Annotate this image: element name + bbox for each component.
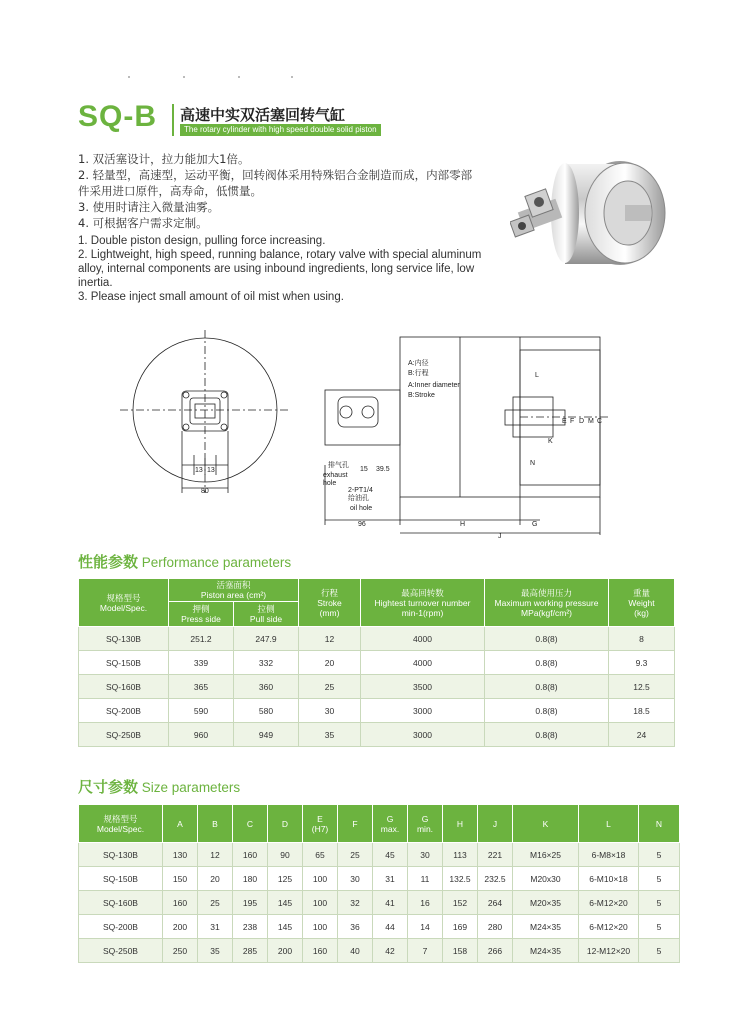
table-row (79, 699, 675, 723)
feature-en-2-cont2: inertia. (78, 277, 113, 289)
table-cell: 0.8(8) (485, 723, 609, 747)
col-j: J (478, 805, 513, 843)
col-press-side: 押侧 Press side (169, 602, 234, 627)
table-cell: 3000 (361, 699, 485, 723)
label-exhaust-hole: hole (323, 480, 337, 487)
table-cell: 152 (443, 891, 478, 915)
table-cell: 0.8(8) (485, 627, 609, 651)
table-cell: 100 (303, 891, 338, 915)
dim-c: C (597, 418, 603, 425)
table-cell: 949 (234, 723, 299, 747)
table-cell: 5 (639, 915, 680, 939)
label-oil-spec: 2-PT1/4 (348, 487, 373, 494)
feature-en-2: 2. Lightweight, high speed, running balance, rotary valve with special aluminum (78, 249, 482, 261)
label-inner-diameter-en: A:Inner diameter (408, 382, 460, 389)
title-divider (172, 104, 174, 136)
label-stroke-en: B:Stroke (408, 392, 435, 399)
col-max-pressure: 最高使用压力 Maximum working pressure MPa(kgf/cm²) (485, 579, 609, 627)
table-cell: 160 (303, 939, 338, 963)
dim-13-b: 13 (207, 467, 215, 474)
performance-table (78, 578, 675, 747)
table-cell: 14 (408, 915, 443, 939)
table-cell: SQ-250B (79, 939, 163, 963)
table-cell: 90 (268, 843, 303, 867)
table-cell: 12.5 (609, 675, 675, 699)
table-cell: 145 (268, 891, 303, 915)
table-cell: 40 (338, 939, 373, 963)
decor-dot (183, 76, 185, 78)
table-cell: 100 (303, 915, 338, 939)
table-cell: 158 (443, 939, 478, 963)
table-cell: SQ-200B (79, 915, 163, 939)
table-cell: 0.8(8) (485, 675, 609, 699)
dim-f: F (570, 418, 575, 425)
performance-heading (78, 551, 291, 572)
label-oil-en: oil hole (350, 505, 373, 512)
table-cell: 5 (639, 939, 680, 963)
label-stroke-cn: B:行程 (408, 370, 429, 377)
table-cell: SQ-200B (79, 699, 169, 723)
table-cell: 31 (198, 915, 233, 939)
table-cell: 160 (233, 843, 268, 867)
col-d: D (268, 805, 303, 843)
table-cell: 580 (234, 699, 299, 723)
table-cell: 0.8(8) (485, 651, 609, 675)
col-c: C (233, 805, 268, 843)
table-cell: 125 (268, 867, 303, 891)
label-exhaust-cn: 排气孔 (328, 461, 349, 469)
table-cell: 6-M12×20 (579, 915, 639, 939)
feature-cn-3: 3. 使用时请注入微量油雾。 (78, 200, 220, 214)
product-photo (510, 150, 680, 275)
table-cell: SQ-130B (79, 843, 163, 867)
page-title-cn: 高速中实双活塞回转气缸 (180, 106, 346, 124)
col-g-min: G min. (408, 805, 443, 843)
table-cell: 30 (408, 843, 443, 867)
col-e: E (H7) (303, 805, 338, 843)
table-cell: 6-M12×20 (579, 891, 639, 915)
dim-96: 96 (358, 521, 366, 528)
table-cell: 250 (163, 939, 198, 963)
table-cell: SQ-160B (79, 891, 163, 915)
table-cell: 264 (478, 891, 513, 915)
table-cell: 280 (478, 915, 513, 939)
table-row (79, 915, 680, 939)
col-max-speed: 最高回转数 Hightest turnover number min-1(rpm) (361, 579, 485, 627)
table-cell: 130 (163, 843, 198, 867)
table-cell: M16×25 (513, 843, 579, 867)
feature-en-1: 1. Double piston design, pulling force increasing. (78, 235, 326, 247)
feature-cn-2-cont: 件采用进口原件，高寿命，低惯量。 (78, 184, 262, 198)
col-g-max: G max. (373, 805, 408, 843)
table-row (79, 675, 675, 699)
table-cell: 5 (639, 891, 680, 915)
table-cell: 232.5 (478, 867, 513, 891)
table-cell: 65 (303, 843, 338, 867)
table-cell: 150 (163, 867, 198, 891)
dim-d: D (579, 418, 585, 425)
table-cell: M20×35 (513, 891, 579, 915)
table-cell: 24 (609, 723, 675, 747)
table-cell: 35 (198, 939, 233, 963)
table-cell: 339 (169, 651, 234, 675)
table-cell: 0.8(8) (485, 699, 609, 723)
page-title-en: The rotary cylinder with high speed double solid piston (180, 124, 381, 136)
table-row (79, 723, 675, 747)
table-cell: 590 (169, 699, 234, 723)
table-cell: M24×35 (513, 939, 579, 963)
table-cell: 145 (268, 915, 303, 939)
model-code: SQ-B (78, 100, 157, 133)
size-heading (78, 776, 240, 797)
table-cell: 11 (408, 867, 443, 891)
col-h: H (443, 805, 478, 843)
dim-80: 80 (201, 488, 209, 495)
table-cell: 5 (639, 843, 680, 867)
table-cell: 32 (338, 891, 373, 915)
label-exhaust-en: exhaust (323, 472, 348, 479)
table-cell: 35 (299, 723, 361, 747)
table-cell: SQ-150B (79, 651, 169, 675)
table-cell: 200 (163, 915, 198, 939)
table-cell: 3000 (361, 723, 485, 747)
col-stroke: 行程 Stroke (mm) (299, 579, 361, 627)
size-heading-en: Size parameters (141, 780, 241, 795)
col-b: B (198, 805, 233, 843)
table-cell: SQ-160B (79, 675, 169, 699)
size-table (78, 804, 680, 963)
label-oil-cn: 给油孔 (348, 494, 369, 502)
col-l: L (579, 805, 639, 843)
table-cell: 25 (338, 843, 373, 867)
dim-j: J (498, 533, 502, 540)
dim-m: M (588, 418, 594, 425)
table-cell: M20x30 (513, 867, 579, 891)
table-cell: 200 (268, 939, 303, 963)
table-cell: 180 (233, 867, 268, 891)
dim-e: E (562, 418, 567, 425)
dim-h: H (460, 521, 466, 528)
table-cell: 132.5 (443, 867, 478, 891)
col-f: F (338, 805, 373, 843)
table-cell: M24×35 (513, 915, 579, 939)
dim-39-5: 39.5 (376, 466, 390, 473)
table-row (79, 939, 680, 963)
table-cell: 247.9 (234, 627, 299, 651)
col-pull-side: 拉侧 Pull side (234, 602, 299, 627)
table-cell: 9.3 (609, 651, 675, 675)
table-cell: 16 (408, 891, 443, 915)
table-row (79, 867, 680, 891)
table-row (79, 843, 680, 867)
label-inner-diameter-cn: A:内径 (408, 360, 429, 367)
decor-dot (128, 76, 130, 78)
col-model: 规格型号 Model/Spec. (79, 805, 163, 843)
table-cell: 169 (443, 915, 478, 939)
table-cell: 12-M12×20 (579, 939, 639, 963)
table-cell: 20 (198, 867, 233, 891)
col-weight: 重量 Weight (kg) (609, 579, 675, 627)
table-cell: SQ-130B (79, 627, 169, 651)
table-cell: 3500 (361, 675, 485, 699)
table-cell: 960 (169, 723, 234, 747)
table-cell: 30 (299, 699, 361, 723)
dim-13-a: 13 (195, 467, 203, 474)
feature-cn-1: 1. 双活塞设计，拉力能加大1倍。 (78, 152, 250, 166)
table-cell: 238 (233, 915, 268, 939)
table-cell: 6-M8×18 (579, 843, 639, 867)
feature-en-2-cont: alloy, internal components are using inbound ingredients, long service life, low (78, 263, 475, 275)
performance-heading-cn: 性能参数 (78, 553, 139, 571)
table-cell: 20 (299, 651, 361, 675)
table-cell: SQ-150B (79, 867, 163, 891)
table-row (79, 627, 675, 651)
table-cell: 4000 (361, 651, 485, 675)
table-cell: 7 (408, 939, 443, 963)
feature-cn-4: 4. 可根据客户需求定制。 (78, 216, 208, 230)
dim-l: L (535, 372, 539, 379)
dim-k: K (548, 438, 553, 445)
table-cell: 30 (338, 867, 373, 891)
table-cell: 160 (163, 891, 198, 915)
table-cell: 5 (639, 867, 680, 891)
col-piston-area: 活塞面积 Piston area (cm²) (169, 579, 299, 602)
technical-drawing (110, 325, 620, 545)
table-cell: 113 (443, 843, 478, 867)
table-cell: 6-M10×18 (579, 867, 639, 891)
table-cell: 100 (303, 867, 338, 891)
col-a: A (163, 805, 198, 843)
table-cell: 25 (299, 675, 361, 699)
table-cell: 8 (609, 627, 675, 651)
dim-15: 15 (360, 466, 368, 473)
col-model: 规格型号 Model/Spec. (79, 579, 169, 627)
col-n: N (639, 805, 680, 843)
table-cell: 285 (233, 939, 268, 963)
col-k: K (513, 805, 579, 843)
dim-n: N (530, 460, 536, 467)
table-cell: 251.2 (169, 627, 234, 651)
table-row (79, 651, 675, 675)
size-heading-cn: 尺寸参数 (78, 778, 139, 796)
table-cell: 12 (198, 843, 233, 867)
table-cell: 195 (233, 891, 268, 915)
table-cell: 221 (478, 843, 513, 867)
table-cell: SQ-250B (79, 723, 169, 747)
table-cell: 42 (373, 939, 408, 963)
table-cell: 41 (373, 891, 408, 915)
table-cell: 45 (373, 843, 408, 867)
feature-cn-2: 2. 轻量型，高速型，运动平衡，回转阀体采用特殊铝合金制造而成，内部零部 (78, 168, 473, 182)
feature-en-3: 3. Please inject small amount of oil mist when using. (78, 291, 344, 303)
table-cell: 365 (169, 675, 234, 699)
table-cell: 44 (373, 915, 408, 939)
decor-dot (238, 76, 240, 78)
dim-g: G (532, 521, 538, 528)
table-cell: 266 (478, 939, 513, 963)
performance-heading-en: Performance parameters (141, 555, 292, 570)
table-cell: 4000 (361, 627, 485, 651)
table-cell: 332 (234, 651, 299, 675)
table-cell: 360 (234, 675, 299, 699)
decor-dot (291, 76, 293, 78)
table-cell: 18.5 (609, 699, 675, 723)
table-cell: 25 (198, 891, 233, 915)
table-cell: 12 (299, 627, 361, 651)
table-cell: 36 (338, 915, 373, 939)
table-row (79, 891, 680, 915)
table-cell: 31 (373, 867, 408, 891)
